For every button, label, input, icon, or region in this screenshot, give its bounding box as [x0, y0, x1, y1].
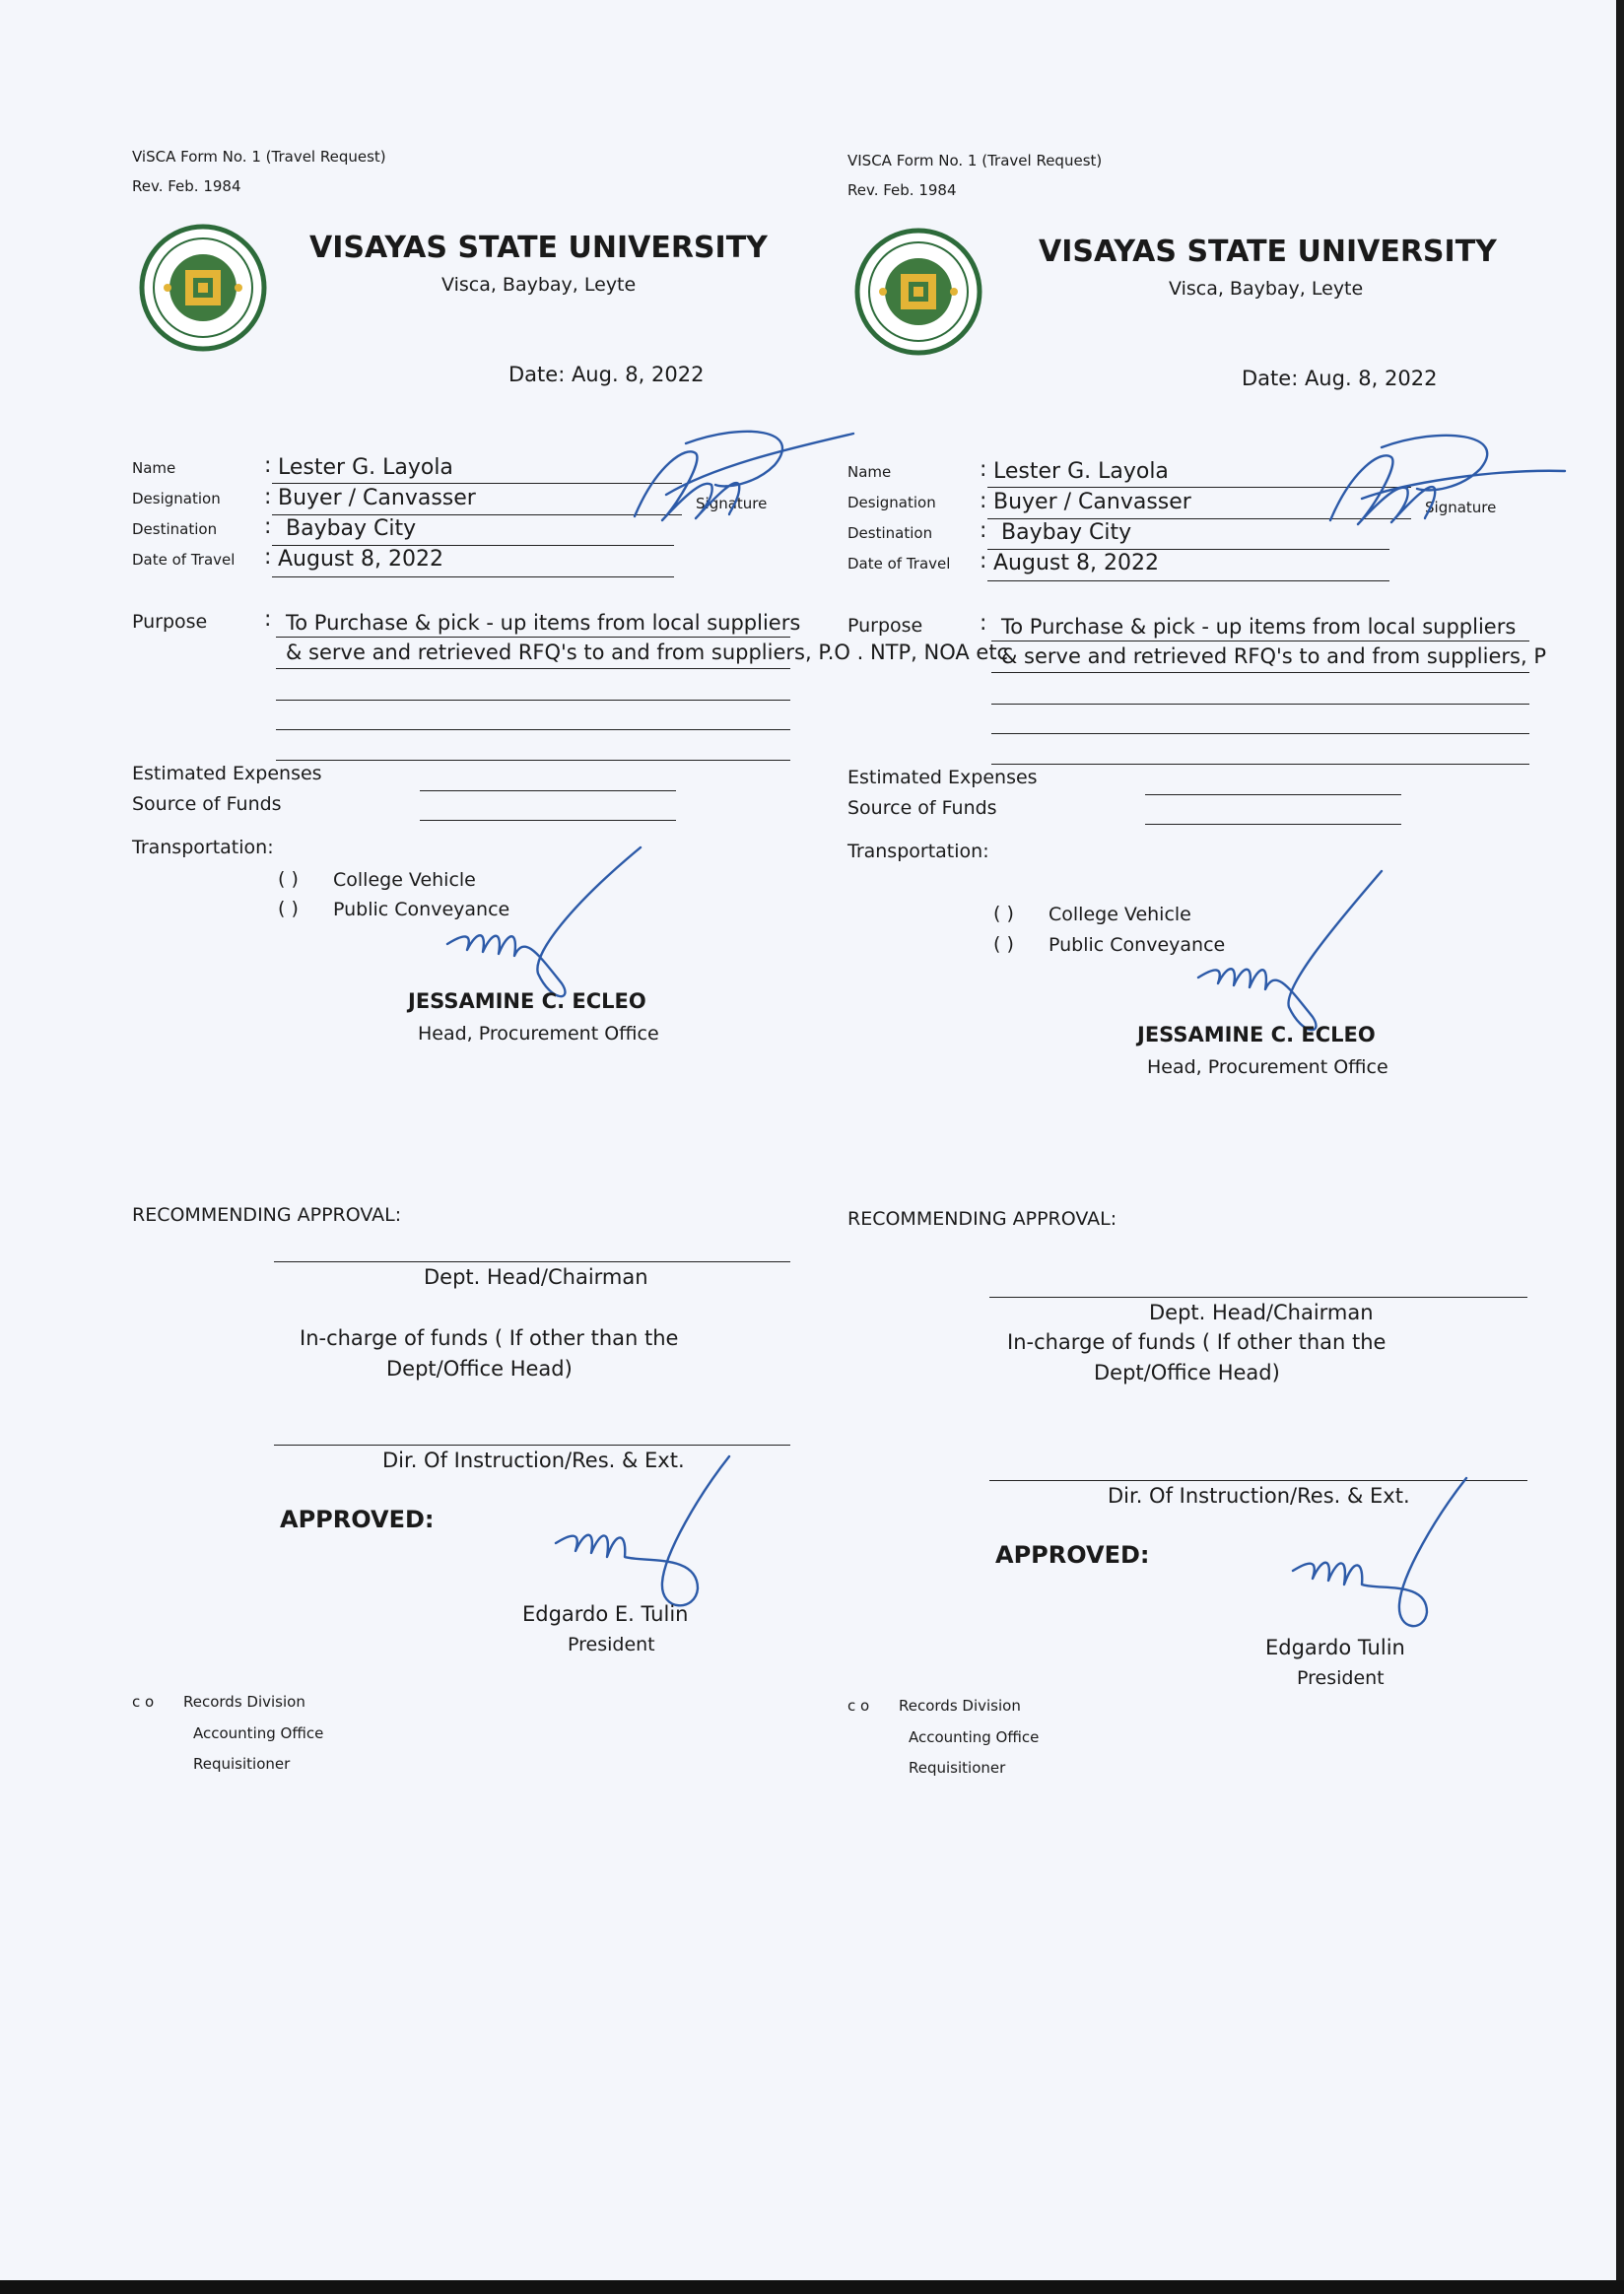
college-vehicle-checkbox[interactable]: ( ) — [993, 903, 1014, 924]
public-conveyance-checkbox[interactable]: ( ) — [993, 933, 1014, 955]
source-of-funds-label: Source of Funds — [132, 793, 282, 815]
university-address: Visca, Baybay, Leyte — [1169, 278, 1364, 300]
incharge-label-2: Dept/Office Head) — [386, 1357, 573, 1381]
purpose-rule-2 — [276, 668, 790, 669]
designation-value: Buyer / Canvasser — [993, 490, 1191, 514]
purpose-line-2: & serve and retrieved RFQ's to and from suppliers, P — [1001, 644, 1546, 668]
designation-line — [272, 514, 682, 515]
college-vehicle-checkbox[interactable]: ( ) — [278, 868, 299, 890]
colon: : — [264, 485, 272, 509]
transportation-label: Transportation: — [847, 841, 989, 862]
name-label: Name — [847, 463, 892, 481]
signature-label: Signature — [1425, 499, 1497, 516]
colon: : — [980, 518, 987, 543]
form-revision: Rev. Feb. 1984 — [847, 181, 957, 199]
scan-edge-right — [1616, 0, 1624, 2294]
dept-head-line — [274, 1261, 790, 1262]
scan-edge-bottom — [0, 2280, 1624, 2294]
cc-requisitioner: Requisitioner — [909, 1759, 1006, 1777]
designation-label: Designation — [847, 494, 936, 511]
public-conveyance-label: Public Conveyance — [333, 899, 510, 920]
college-vehicle-label: College Vehicle — [1049, 904, 1191, 925]
dept-head-label: Dept. Head/Chairman — [1149, 1301, 1374, 1324]
recommending-approval-label: RECOMMENDING APPROVAL: — [132, 1204, 402, 1226]
dept-head-label: Dept. Head/Chairman — [424, 1265, 648, 1289]
source-of-funds-line — [420, 820, 676, 821]
colon: : — [264, 607, 272, 632]
destination-label: Destination — [132, 520, 218, 538]
cc-accounting: Accounting Office — [193, 1724, 324, 1742]
president-title: President — [568, 1634, 655, 1655]
cc-requisitioner: Requisitioner — [193, 1755, 291, 1773]
name-value: Lester G. Layola — [993, 459, 1169, 484]
college-vehicle-label: College Vehicle — [333, 869, 476, 891]
colon: : — [980, 549, 987, 574]
request-date: Date: Aug. 8, 2022 — [1242, 367, 1438, 390]
date-of-travel-label: Date of Travel — [132, 551, 236, 569]
purpose-rule-3 — [276, 700, 790, 701]
transportation-label: Transportation: — [132, 837, 274, 858]
purpose-rule-4 — [276, 729, 790, 730]
incharge-label-2: Dept/Office Head) — [1094, 1361, 1280, 1384]
public-conveyance-checkbox[interactable]: ( ) — [278, 898, 299, 919]
destination-line — [272, 545, 674, 546]
purpose-label: Purpose — [132, 611, 208, 633]
cc-label: c o — [847, 1697, 870, 1715]
purpose-rule-5 — [991, 764, 1529, 765]
cc-accounting: Accounting Office — [909, 1728, 1040, 1746]
university-address: Visca, Baybay, Leyte — [441, 274, 637, 296]
destination-value: Baybay City — [1001, 520, 1132, 545]
president-title: President — [1297, 1667, 1385, 1689]
president-signature-icon — [1289, 1476, 1476, 1644]
form-number: VISCA Form No. 1 (Travel Request) — [847, 152, 1103, 169]
date-of-travel-label: Date of Travel — [847, 555, 951, 573]
estimated-expenses-line — [420, 790, 676, 791]
procurement-head-title: Head, Procurement Office — [418, 1023, 659, 1045]
signature-label: Signature — [696, 495, 768, 512]
destination-line — [987, 549, 1389, 550]
date-of-travel-value: August 8, 2022 — [278, 547, 443, 572]
university-seal-icon — [853, 227, 983, 357]
date-of-travel-line — [987, 580, 1389, 581]
cc-records: Records Division — [183, 1693, 305, 1711]
form-number: ViSCA Form No. 1 (Travel Request) — [132, 148, 386, 166]
colon: : — [980, 489, 987, 513]
estimated-expenses-label: Estimated Expenses — [847, 767, 1038, 788]
purpose-rule-3 — [991, 704, 1529, 705]
source-of-funds-label: Source of Funds — [847, 797, 997, 819]
procurement-head-signature-icon — [443, 845, 650, 1013]
university-name: VISAYAS STATE UNIVERSITY — [1039, 235, 1497, 269]
colon: : — [264, 453, 272, 478]
purpose-rule-4 — [991, 733, 1529, 734]
approved-label: APPROVED: — [995, 1541, 1150, 1569]
colon: : — [264, 545, 272, 570]
purpose-line-1: To Purchase & pick - up items from local suppliers — [1001, 615, 1517, 639]
designation-label: Designation — [132, 490, 221, 507]
dept-head-line — [989, 1297, 1527, 1298]
request-date: Date: Aug. 8, 2022 — [508, 363, 705, 386]
procurement-head-signature-icon — [1194, 869, 1391, 1046]
procurement-head-name: JESSAMINE C. ECLEO — [408, 989, 646, 1013]
colon: : — [980, 457, 987, 482]
purpose-rule-2 — [991, 672, 1529, 673]
procurement-head-name: JESSAMINE C. ECLEO — [1137, 1023, 1376, 1046]
cc-records: Records Division — [899, 1697, 1021, 1715]
destination-label: Destination — [847, 524, 933, 542]
procurement-head-title: Head, Procurement Office — [1147, 1056, 1388, 1078]
president-name: Edgardo E. Tulin — [522, 1602, 689, 1626]
requester-signature-icon — [1322, 430, 1569, 538]
colon: : — [264, 514, 272, 539]
purpose-rule-1 — [276, 637, 790, 638]
president-name: Edgardo Tulin — [1265, 1636, 1405, 1659]
incharge-label-1: In-charge of funds ( If other than the — [300, 1326, 679, 1350]
source-of-funds-line — [1145, 824, 1401, 825]
university-name: VISAYAS STATE UNIVERSITY — [309, 231, 768, 265]
cc-label: c o — [132, 1693, 155, 1711]
purpose-line-1: To Purchase & pick - up items from local suppliers — [286, 611, 801, 635]
president-signature-icon — [552, 1454, 739, 1622]
travel-request-form-right — [715, 4, 1624, 1876]
purpose-label: Purpose — [847, 615, 923, 637]
date-of-travel-line — [272, 576, 674, 577]
public-conveyance-label: Public Conveyance — [1049, 934, 1226, 956]
designation-value: Buyer / Canvasser — [278, 486, 476, 510]
approved-label: APPROVED: — [280, 1506, 435, 1533]
name-label: Name — [132, 459, 176, 477]
name-line — [272, 483, 682, 484]
dir-label: Dir. Of Instruction/Res. & Ext. — [1108, 1484, 1410, 1508]
estimated-expenses-label: Estimated Expenses — [132, 763, 322, 784]
purpose-rule-5 — [276, 760, 790, 761]
estimated-expenses-line — [1145, 794, 1401, 795]
name-value: Lester G. Layola — [278, 455, 453, 480]
incharge-label-1: In-charge of funds ( If other than the — [1007, 1330, 1387, 1354]
recommending-approval-label: RECOMMENDING APPROVAL: — [847, 1208, 1117, 1230]
destination-value: Baybay City — [286, 516, 417, 541]
date-of-travel-value: August 8, 2022 — [993, 551, 1159, 575]
dir-line — [274, 1445, 790, 1446]
form-revision: Rev. Feb. 1984 — [132, 177, 241, 195]
purpose-line-2: & serve and retrieved RFQ's to and from suppliers, P.O . NTP, NOA etc — [286, 641, 1009, 664]
dir-label: Dir. Of Instruction/Res. & Ext. — [382, 1449, 685, 1472]
colon: : — [980, 611, 987, 636]
university-seal-icon — [138, 223, 268, 353]
